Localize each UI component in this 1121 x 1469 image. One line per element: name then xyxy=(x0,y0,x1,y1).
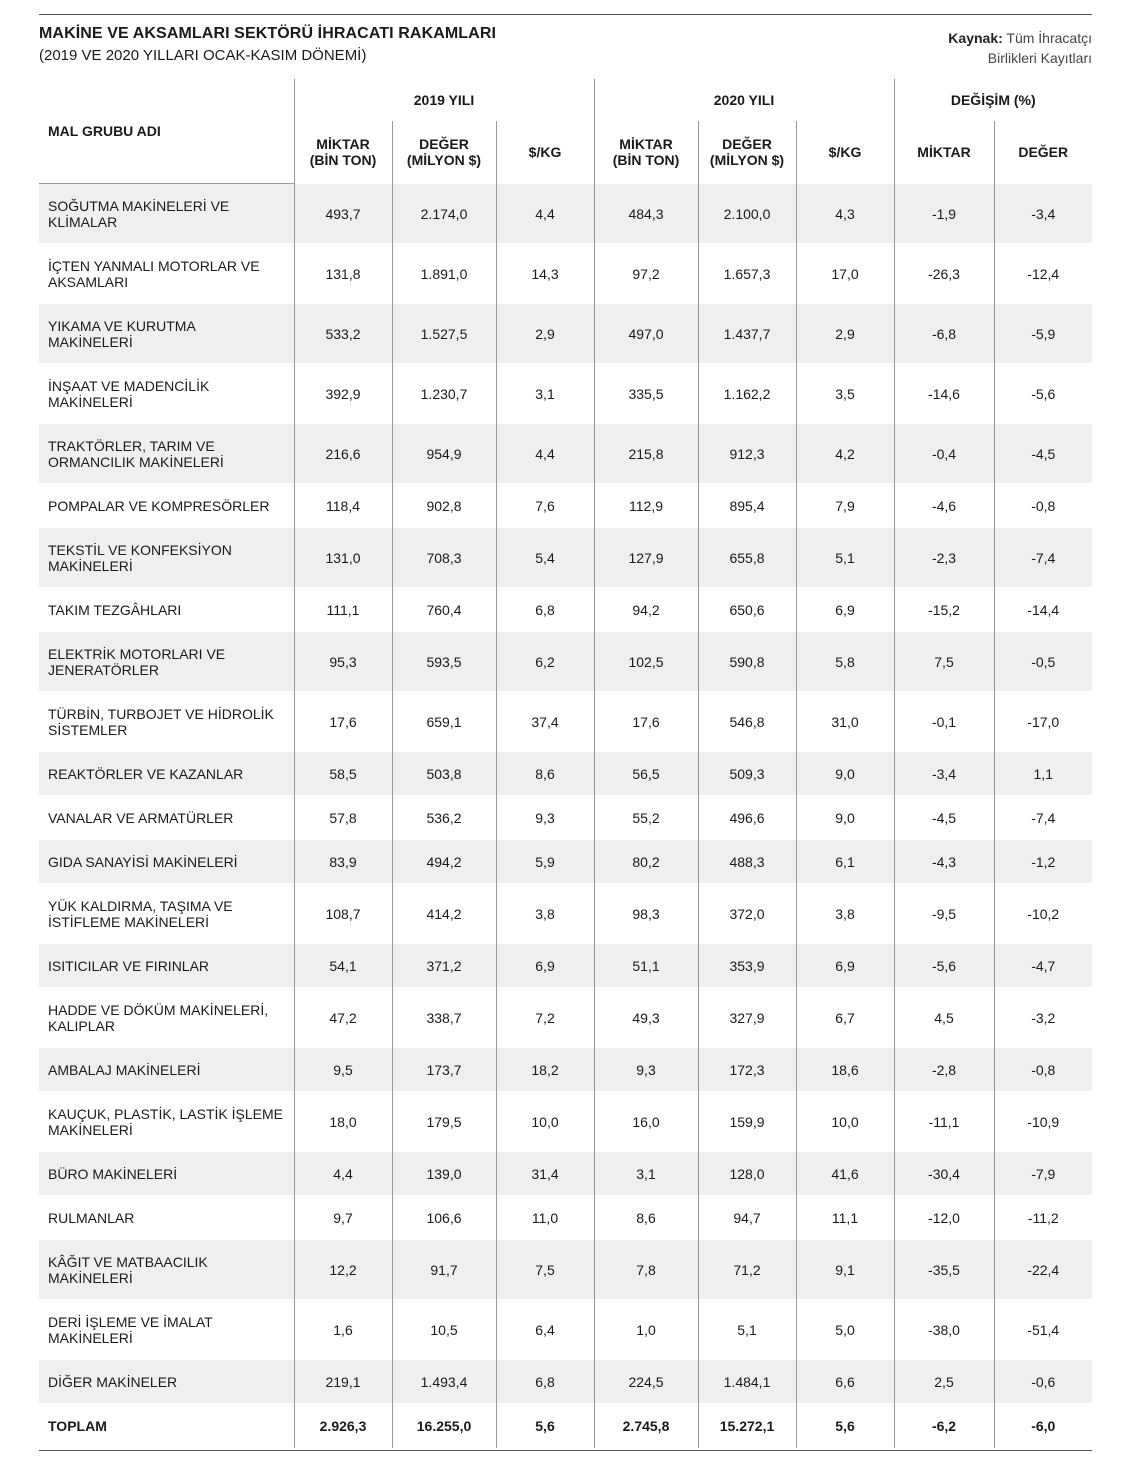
total-value: 2.926,3 xyxy=(294,1404,392,1449)
row-value: 1,0 xyxy=(594,1300,698,1360)
row-name: YIKAMA VE KURUTMA MAKİNELERİ xyxy=(39,304,294,364)
row-value: 536,2 xyxy=(392,796,496,840)
row-value: -35,5 xyxy=(894,1240,994,1300)
row-value: 4,4 xyxy=(496,424,594,484)
table-row xyxy=(39,528,1092,588)
row-value: 1.891,0 xyxy=(392,244,496,304)
row-value: -11,2 xyxy=(994,1196,1092,1240)
row-value: 127,9 xyxy=(594,528,698,588)
row-value: 6,7 xyxy=(796,988,894,1048)
table-row xyxy=(39,692,1092,752)
row-value: 497,0 xyxy=(594,304,698,364)
row-value: 496,6 xyxy=(698,796,796,840)
row-value: 954,9 xyxy=(392,424,496,484)
page-title: MAKİNE VE AKSAMLARI SEKTÖRÜ İHRACATI RAKAMLARI xyxy=(39,25,497,42)
row-value: 7,9 xyxy=(796,484,894,528)
row-value: 5,4 xyxy=(496,528,594,588)
row-value: 97,2 xyxy=(594,244,698,304)
row-value: -26,3 xyxy=(894,244,994,304)
table-row xyxy=(39,884,1092,944)
row-value: 4,4 xyxy=(294,1152,392,1196)
row-value: 71,2 xyxy=(698,1240,796,1300)
header-mal-grubu: MAL GRUBU ADI xyxy=(39,79,294,184)
header-group-change: DEĞİŞİM (%) xyxy=(894,79,1092,121)
row-value: 708,3 xyxy=(392,528,496,588)
header-2020-miktar: MİKTAR (BİN TON) xyxy=(594,121,698,184)
table-row xyxy=(39,988,1092,1048)
row-value: 17,0 xyxy=(796,244,894,304)
total-label: TOPLAM xyxy=(39,1404,294,1449)
row-value: 372,0 xyxy=(698,884,796,944)
row-value: 7,5 xyxy=(894,632,994,692)
row-value: 139,0 xyxy=(392,1152,496,1196)
row-value: 1,6 xyxy=(294,1300,392,1360)
row-value: 4,4 xyxy=(496,184,594,244)
table-row xyxy=(39,840,1092,884)
row-value: 414,2 xyxy=(392,884,496,944)
row-value: 493,7 xyxy=(294,184,392,244)
source-text-line2: Birlikleri Kayıtları xyxy=(987,50,1092,66)
row-value: 95,3 xyxy=(294,632,392,692)
table-row xyxy=(39,1240,1092,1300)
total-value: 15.272,1 xyxy=(698,1404,796,1449)
row-value: 9,1 xyxy=(796,1240,894,1300)
row-value: 98,3 xyxy=(594,884,698,944)
row-value: 5,1 xyxy=(796,528,894,588)
row-value: 9,3 xyxy=(496,796,594,840)
total-value: -6,2 xyxy=(894,1404,994,1449)
row-value: 57,8 xyxy=(294,796,392,840)
row-value: 494,2 xyxy=(392,840,496,884)
row-name: VANALAR VE ARMATÜRLER xyxy=(39,796,294,840)
row-name: TÜRBİN, TURBOJET VE HİDROLİK SİSTEMLER xyxy=(39,692,294,752)
row-value: 912,3 xyxy=(698,424,796,484)
header-group-2020: 2020 YILI xyxy=(594,79,894,121)
top-rule xyxy=(39,14,1092,15)
row-value: 503,8 xyxy=(392,752,496,796)
table-body xyxy=(39,184,1092,1449)
row-value: 49,3 xyxy=(594,988,698,1048)
row-value: 392,9 xyxy=(294,364,392,424)
row-value: 7,6 xyxy=(496,484,594,528)
export-table xyxy=(39,79,1092,1448)
row-name: AMBALAJ MAKİNELERİ xyxy=(39,1048,294,1092)
row-value: 41,6 xyxy=(796,1152,894,1196)
row-value: 94,7 xyxy=(698,1196,796,1240)
row-name: TAKIM TEZGÂHLARI xyxy=(39,588,294,632)
total-value: 5,6 xyxy=(496,1404,594,1449)
row-value: 9,3 xyxy=(594,1048,698,1092)
row-value: 371,2 xyxy=(392,944,496,988)
row-value: 11,1 xyxy=(796,1196,894,1240)
row-value: 2.100,0 xyxy=(698,184,796,244)
row-value: 546,8 xyxy=(698,692,796,752)
total-value: 2.745,8 xyxy=(594,1404,698,1449)
row-value: 2,9 xyxy=(796,304,894,364)
table-row xyxy=(39,1092,1092,1152)
row-name: TEKSTİL VE KONFEKSİYON MAKİNELERİ xyxy=(39,528,294,588)
row-name: KAUÇUK, PLASTİK, LASTİK İŞLEME MAKİNELERİ xyxy=(39,1092,294,1152)
row-value: 1,1 xyxy=(994,752,1092,796)
row-value: 102,5 xyxy=(594,632,698,692)
row-value: -4,3 xyxy=(894,840,994,884)
row-value: -1,9 xyxy=(894,184,994,244)
header-2019-deger: DEĞER (MİLYON $) xyxy=(392,121,496,184)
row-value: 7,2 xyxy=(496,988,594,1048)
page-subtitle: (2019 VE 2020 YILLARI OCAK-KASIM DÖNEMİ) xyxy=(39,47,367,64)
row-value: 593,5 xyxy=(392,632,496,692)
table-row xyxy=(39,1048,1092,1092)
row-value: 4,3 xyxy=(796,184,894,244)
table-row xyxy=(39,944,1092,988)
row-name: RULMANLAR xyxy=(39,1196,294,1240)
source-text-line1: Tüm İhracatçı xyxy=(1006,30,1092,46)
row-value: -0,6 xyxy=(994,1360,1092,1404)
table-row xyxy=(39,1196,1092,1240)
source-note xyxy=(872,28,1092,68)
row-value: -3,2 xyxy=(994,988,1092,1048)
row-value: -5,6 xyxy=(894,944,994,988)
row-value: 9,0 xyxy=(796,796,894,840)
row-value: 2,9 xyxy=(496,304,594,364)
row-value: -4,5 xyxy=(894,796,994,840)
row-value: 9,7 xyxy=(294,1196,392,1240)
table-header xyxy=(39,79,1092,184)
row-value: 83,9 xyxy=(294,840,392,884)
row-value: -7,4 xyxy=(994,528,1092,588)
row-value: 224,5 xyxy=(594,1360,698,1404)
row-value: -0,4 xyxy=(894,424,994,484)
table-row xyxy=(39,632,1092,692)
row-value: -30,4 xyxy=(894,1152,994,1196)
table-row xyxy=(39,796,1092,840)
row-value: 173,7 xyxy=(392,1048,496,1092)
row-value: 14,3 xyxy=(496,244,594,304)
row-name: SOĞUTMA MAKİNELERİ VE KLİMALAR xyxy=(39,184,294,244)
row-value: 179,5 xyxy=(392,1092,496,1152)
row-name: ISITICILAR VE FIRINLAR xyxy=(39,944,294,988)
row-value: 17,6 xyxy=(294,692,392,752)
row-value: 6,2 xyxy=(496,632,594,692)
row-value: 1.230,7 xyxy=(392,364,496,424)
row-value: 659,1 xyxy=(392,692,496,752)
row-value: -10,2 xyxy=(994,884,1092,944)
header-2019-kg: $/KG xyxy=(496,121,594,184)
row-value: -7,4 xyxy=(994,796,1092,840)
row-value: 7,5 xyxy=(496,1240,594,1300)
row-value: 219,1 xyxy=(294,1360,392,1404)
row-value: 338,7 xyxy=(392,988,496,1048)
row-value: 58,5 xyxy=(294,752,392,796)
row-value: 54,1 xyxy=(294,944,392,988)
row-value: -1,2 xyxy=(994,840,1092,884)
header-group-2019: 2019 YILI xyxy=(294,79,594,121)
row-value: -0,5 xyxy=(994,632,1092,692)
row-value: 111,1 xyxy=(294,588,392,632)
row-value: 18,0 xyxy=(294,1092,392,1152)
row-value: -7,9 xyxy=(994,1152,1092,1196)
table-row xyxy=(39,752,1092,796)
row-value: 5,9 xyxy=(496,840,594,884)
row-value: 31,0 xyxy=(796,692,894,752)
row-name: YÜK KALDIRMA, TAŞIMA VE İSTİFLEME MAKİNELERİ xyxy=(39,884,294,944)
total-value: -6,0 xyxy=(994,1404,1092,1449)
row-value: -4,6 xyxy=(894,484,994,528)
row-value: 895,4 xyxy=(698,484,796,528)
row-value: 128,0 xyxy=(698,1152,796,1196)
row-value: -51,4 xyxy=(994,1300,1092,1360)
row-value: 159,9 xyxy=(698,1092,796,1152)
row-value: -12,0 xyxy=(894,1196,994,1240)
row-value: 1.527,5 xyxy=(392,304,496,364)
row-value: 47,2 xyxy=(294,988,392,1048)
row-value: 1.657,3 xyxy=(698,244,796,304)
row-value: -5,9 xyxy=(994,304,1092,364)
row-value: -15,2 xyxy=(894,588,994,632)
row-value: 650,6 xyxy=(698,588,796,632)
row-value: 6,9 xyxy=(796,944,894,988)
row-value: 80,2 xyxy=(594,840,698,884)
total-value: 5,6 xyxy=(796,1404,894,1449)
row-value: -10,9 xyxy=(994,1092,1092,1152)
row-name: HADDE VE DÖKÜM MAKİNELERİ, KALIPLAR xyxy=(39,988,294,1048)
header-change-miktar: MİKTAR xyxy=(894,121,994,184)
row-name: DERİ İŞLEME VE İMALAT MAKİNELERİ xyxy=(39,1300,294,1360)
table-row xyxy=(39,588,1092,632)
row-value: 509,3 xyxy=(698,752,796,796)
row-value: 3,1 xyxy=(594,1152,698,1196)
row-value: -6,8 xyxy=(894,304,994,364)
row-value: -14,6 xyxy=(894,364,994,424)
row-value: -0,8 xyxy=(994,484,1092,528)
row-value: 484,3 xyxy=(594,184,698,244)
row-value: -22,4 xyxy=(994,1240,1092,1300)
row-value: -2,8 xyxy=(894,1048,994,1092)
row-value: 5,1 xyxy=(698,1300,796,1360)
row-value: 353,9 xyxy=(698,944,796,988)
row-value: 533,2 xyxy=(294,304,392,364)
table-row xyxy=(39,364,1092,424)
row-value: 1.484,1 xyxy=(698,1360,796,1404)
table-row xyxy=(39,424,1092,484)
row-value: 6,4 xyxy=(496,1300,594,1360)
row-value: 8,6 xyxy=(594,1196,698,1240)
total-value: 16.255,0 xyxy=(392,1404,496,1449)
row-value: 488,3 xyxy=(698,840,796,884)
header-2020-kg: $/KG xyxy=(796,121,894,184)
row-value: 55,2 xyxy=(594,796,698,840)
row-value: 3,8 xyxy=(796,884,894,944)
row-value: 6,8 xyxy=(496,1360,594,1404)
row-value: 18,6 xyxy=(796,1048,894,1092)
row-value: 131,8 xyxy=(294,244,392,304)
total-row xyxy=(39,1404,1092,1449)
row-value: 216,6 xyxy=(294,424,392,484)
table-row xyxy=(39,184,1092,244)
table-row xyxy=(39,1152,1092,1196)
row-value: 37,4 xyxy=(496,692,594,752)
row-value: -3,4 xyxy=(894,752,994,796)
row-value: -4,5 xyxy=(994,424,1092,484)
row-value: 16,0 xyxy=(594,1092,698,1152)
row-value: 131,0 xyxy=(294,528,392,588)
row-value: 11,0 xyxy=(496,1196,594,1240)
row-value: 3,8 xyxy=(496,884,594,944)
row-value: 8,6 xyxy=(496,752,594,796)
row-value: -5,6 xyxy=(994,364,1092,424)
header-2020-deger: DEĞER (MİLYON $) xyxy=(698,121,796,184)
row-value: 31,4 xyxy=(496,1152,594,1196)
table-row xyxy=(39,484,1092,528)
row-value: 5,0 xyxy=(796,1300,894,1360)
row-name: İNŞAAT VE MADENCİLİK MAKİNELERİ xyxy=(39,364,294,424)
row-value: 10,5 xyxy=(392,1300,496,1360)
row-value: 5,8 xyxy=(796,632,894,692)
row-value: 590,8 xyxy=(698,632,796,692)
row-value: -2,3 xyxy=(894,528,994,588)
row-value: 172,3 xyxy=(698,1048,796,1092)
row-value: 7,8 xyxy=(594,1240,698,1300)
row-value: 327,9 xyxy=(698,988,796,1048)
row-value: 106,6 xyxy=(392,1196,496,1240)
row-value: 2,5 xyxy=(894,1360,994,1404)
row-value: 1.493,4 xyxy=(392,1360,496,1404)
row-value: -12,4 xyxy=(994,244,1092,304)
row-value: 91,7 xyxy=(392,1240,496,1300)
table-row xyxy=(39,304,1092,364)
row-value: -0,1 xyxy=(894,692,994,752)
row-name: DİĞER MAKİNELER xyxy=(39,1360,294,1404)
header-change-deger: DEĞER xyxy=(994,121,1092,184)
row-value: 760,4 xyxy=(392,588,496,632)
row-value: 1.162,2 xyxy=(698,364,796,424)
header-2019-miktar: MİKTAR (BİN TON) xyxy=(294,121,392,184)
row-value: 12,2 xyxy=(294,1240,392,1300)
row-value: 17,6 xyxy=(594,692,698,752)
row-value: 9,5 xyxy=(294,1048,392,1092)
row-value: 10,0 xyxy=(796,1092,894,1152)
row-value: 3,1 xyxy=(496,364,594,424)
row-value: 56,5 xyxy=(594,752,698,796)
row-value: -0,8 xyxy=(994,1048,1092,1092)
row-value: -9,5 xyxy=(894,884,994,944)
row-value: -4,7 xyxy=(994,944,1092,988)
table-row xyxy=(39,1360,1092,1404)
row-value: -17,0 xyxy=(994,692,1092,752)
row-value: -11,1 xyxy=(894,1092,994,1152)
row-value: 215,8 xyxy=(594,424,698,484)
row-value: 2.174,0 xyxy=(392,184,496,244)
row-name: REAKTÖRLER VE KAZANLAR xyxy=(39,752,294,796)
row-value: 6,1 xyxy=(796,840,894,884)
row-value: 1.437,7 xyxy=(698,304,796,364)
row-name: İÇTEN YANMALI MOTORLAR VE AKSAMLARI xyxy=(39,244,294,304)
row-value: 9,0 xyxy=(796,752,894,796)
row-value: 112,9 xyxy=(594,484,698,528)
row-value: 18,2 xyxy=(496,1048,594,1092)
row-value: 902,8 xyxy=(392,484,496,528)
row-value: -3,4 xyxy=(994,184,1092,244)
row-value: 4,2 xyxy=(796,424,894,484)
row-value: 335,5 xyxy=(594,364,698,424)
row-value: 6,9 xyxy=(496,944,594,988)
row-name: KÂĞIT VE MATBAACILIK MAKİNELERİ xyxy=(39,1240,294,1300)
table-row xyxy=(39,244,1092,304)
row-value: 118,4 xyxy=(294,484,392,528)
row-value: 6,9 xyxy=(796,588,894,632)
row-name: BÜRO MAKİNELERİ xyxy=(39,1152,294,1196)
row-value: 6,6 xyxy=(796,1360,894,1404)
bottom-rule xyxy=(39,1450,1092,1451)
row-value: 4,5 xyxy=(894,988,994,1048)
row-name: GIDA SANAYİSİ MAKİNELERİ xyxy=(39,840,294,884)
row-name: TRAKTÖRLER, TARIM VE ORMANCILIK MAKİNELERİ xyxy=(39,424,294,484)
row-name: ELEKTRİK MOTORLARI VE JENERATÖRLER xyxy=(39,632,294,692)
row-name: POMPALAR VE KOMPRESÖRLER xyxy=(39,484,294,528)
row-value: 10,0 xyxy=(496,1092,594,1152)
row-value: -14,4 xyxy=(994,588,1092,632)
row-value: 108,7 xyxy=(294,884,392,944)
row-value: 94,2 xyxy=(594,588,698,632)
row-value: -38,0 xyxy=(894,1300,994,1360)
row-value: 51,1 xyxy=(594,944,698,988)
row-value: 6,8 xyxy=(496,588,594,632)
source-label: Kaynak: xyxy=(948,30,1003,46)
table-row xyxy=(39,1300,1092,1360)
row-value: 655,8 xyxy=(698,528,796,588)
row-value: 3,5 xyxy=(796,364,894,424)
